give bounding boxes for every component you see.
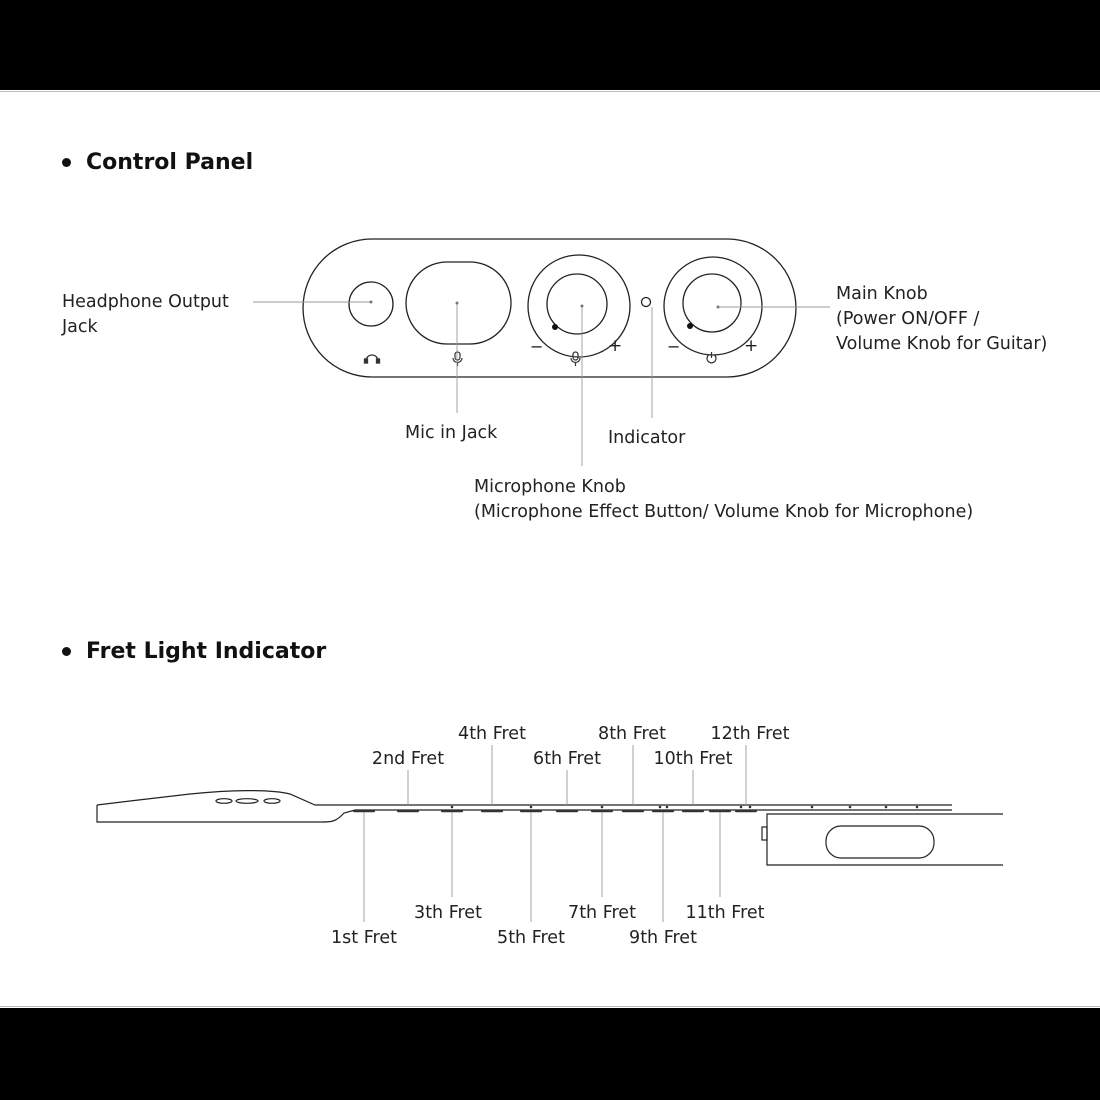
main-knob-label-line3: Volume Knob for Guitar) bbox=[836, 334, 1048, 354]
fret-inlay-dot bbox=[601, 806, 604, 809]
fret-light-1 bbox=[353, 810, 375, 812]
fret-light-title: Fret Light Indicator bbox=[86, 639, 327, 664]
panel-outline bbox=[303, 239, 796, 377]
mic-knob-dot bbox=[552, 324, 558, 330]
fret-light-4 bbox=[481, 810, 503, 812]
fret-inlay-dot bbox=[666, 806, 669, 809]
microphone-icon bbox=[571, 352, 580, 366]
fret-label-8: 8th Fret bbox=[598, 724, 666, 744]
fret-light-7 bbox=[591, 810, 613, 812]
fret-inlay-dot bbox=[530, 806, 533, 809]
power-icon bbox=[707, 352, 716, 363]
fret-inlay-dot bbox=[849, 806, 852, 809]
headphone-label-line1: Headphone Output bbox=[62, 292, 229, 312]
fret-light-3 bbox=[441, 810, 463, 812]
fret-leaders bbox=[364, 745, 746, 922]
headphone-jack bbox=[349, 282, 393, 326]
fret-markers bbox=[353, 806, 918, 813]
mic-knob-minus-sign: − bbox=[530, 337, 544, 356]
mic-knob-label-line1: Microphone Knob bbox=[474, 477, 626, 497]
control-panel-title: Control Panel bbox=[86, 150, 254, 175]
headphone-label-line2: Jack bbox=[62, 317, 98, 337]
fret-inlay-dot bbox=[740, 806, 743, 809]
fret-light-10 bbox=[682, 810, 704, 812]
fret-light-8 bbox=[622, 810, 644, 812]
fret-light-5 bbox=[520, 810, 542, 812]
fret-light-6 bbox=[556, 810, 578, 812]
main-knob-label-line2: (Power ON/OFF / bbox=[836, 309, 980, 329]
fret-inlay-dot bbox=[659, 806, 662, 809]
mic-knob-label-line2: (Microphone Effect Button/ Volume Knob for Microphone) bbox=[474, 502, 974, 522]
mic-jack-label: Mic in Jack bbox=[405, 423, 498, 443]
main-knob-minus-sign: − bbox=[667, 337, 681, 356]
fret-label-6: 6th Fret bbox=[533, 749, 601, 769]
fret-light-9 bbox=[652, 810, 674, 812]
fret-light-2 bbox=[397, 810, 419, 812]
main-knob-plus-sign: + bbox=[744, 336, 759, 356]
fret-inlay-dot bbox=[916, 806, 919, 809]
fret-inlay-dot bbox=[811, 806, 814, 809]
microphone-icon bbox=[453, 352, 462, 366]
fret-light-12 bbox=[735, 810, 757, 812]
fret-label-12: 12th Fret bbox=[710, 724, 790, 744]
fret-label-5: 5th Fret bbox=[497, 928, 565, 948]
fret-label-7: 7th Fret bbox=[568, 903, 636, 923]
guitar-body bbox=[767, 814, 1003, 865]
main-knob-inner bbox=[683, 274, 741, 332]
fret-light-11 bbox=[709, 810, 731, 812]
main-knob-dot bbox=[687, 323, 693, 329]
mic-knob-plus-sign: + bbox=[608, 336, 623, 356]
fret-label-9: 9th Fret bbox=[629, 928, 697, 948]
fret-label-1: 1st Fret bbox=[331, 928, 397, 948]
main-knob-label-line1: Main Knob bbox=[836, 284, 928, 304]
fret-inlay-dot bbox=[451, 806, 454, 809]
fret-inlay-dot bbox=[749, 806, 752, 809]
body-window bbox=[826, 826, 934, 858]
fret-inlay-dot bbox=[885, 806, 888, 809]
fret-label-10: 10th Fret bbox=[653, 749, 733, 769]
headphone-icon bbox=[365, 355, 380, 363]
fret-label-11: 11th Fret bbox=[685, 903, 765, 923]
indicator-light bbox=[642, 298, 651, 307]
indicator-label: Indicator bbox=[608, 428, 686, 448]
fret-label-2: 2nd Fret bbox=[371, 749, 445, 769]
fret-label-3: 3th Fret bbox=[414, 903, 482, 923]
fret-label-4: 4th Fret bbox=[458, 724, 526, 744]
